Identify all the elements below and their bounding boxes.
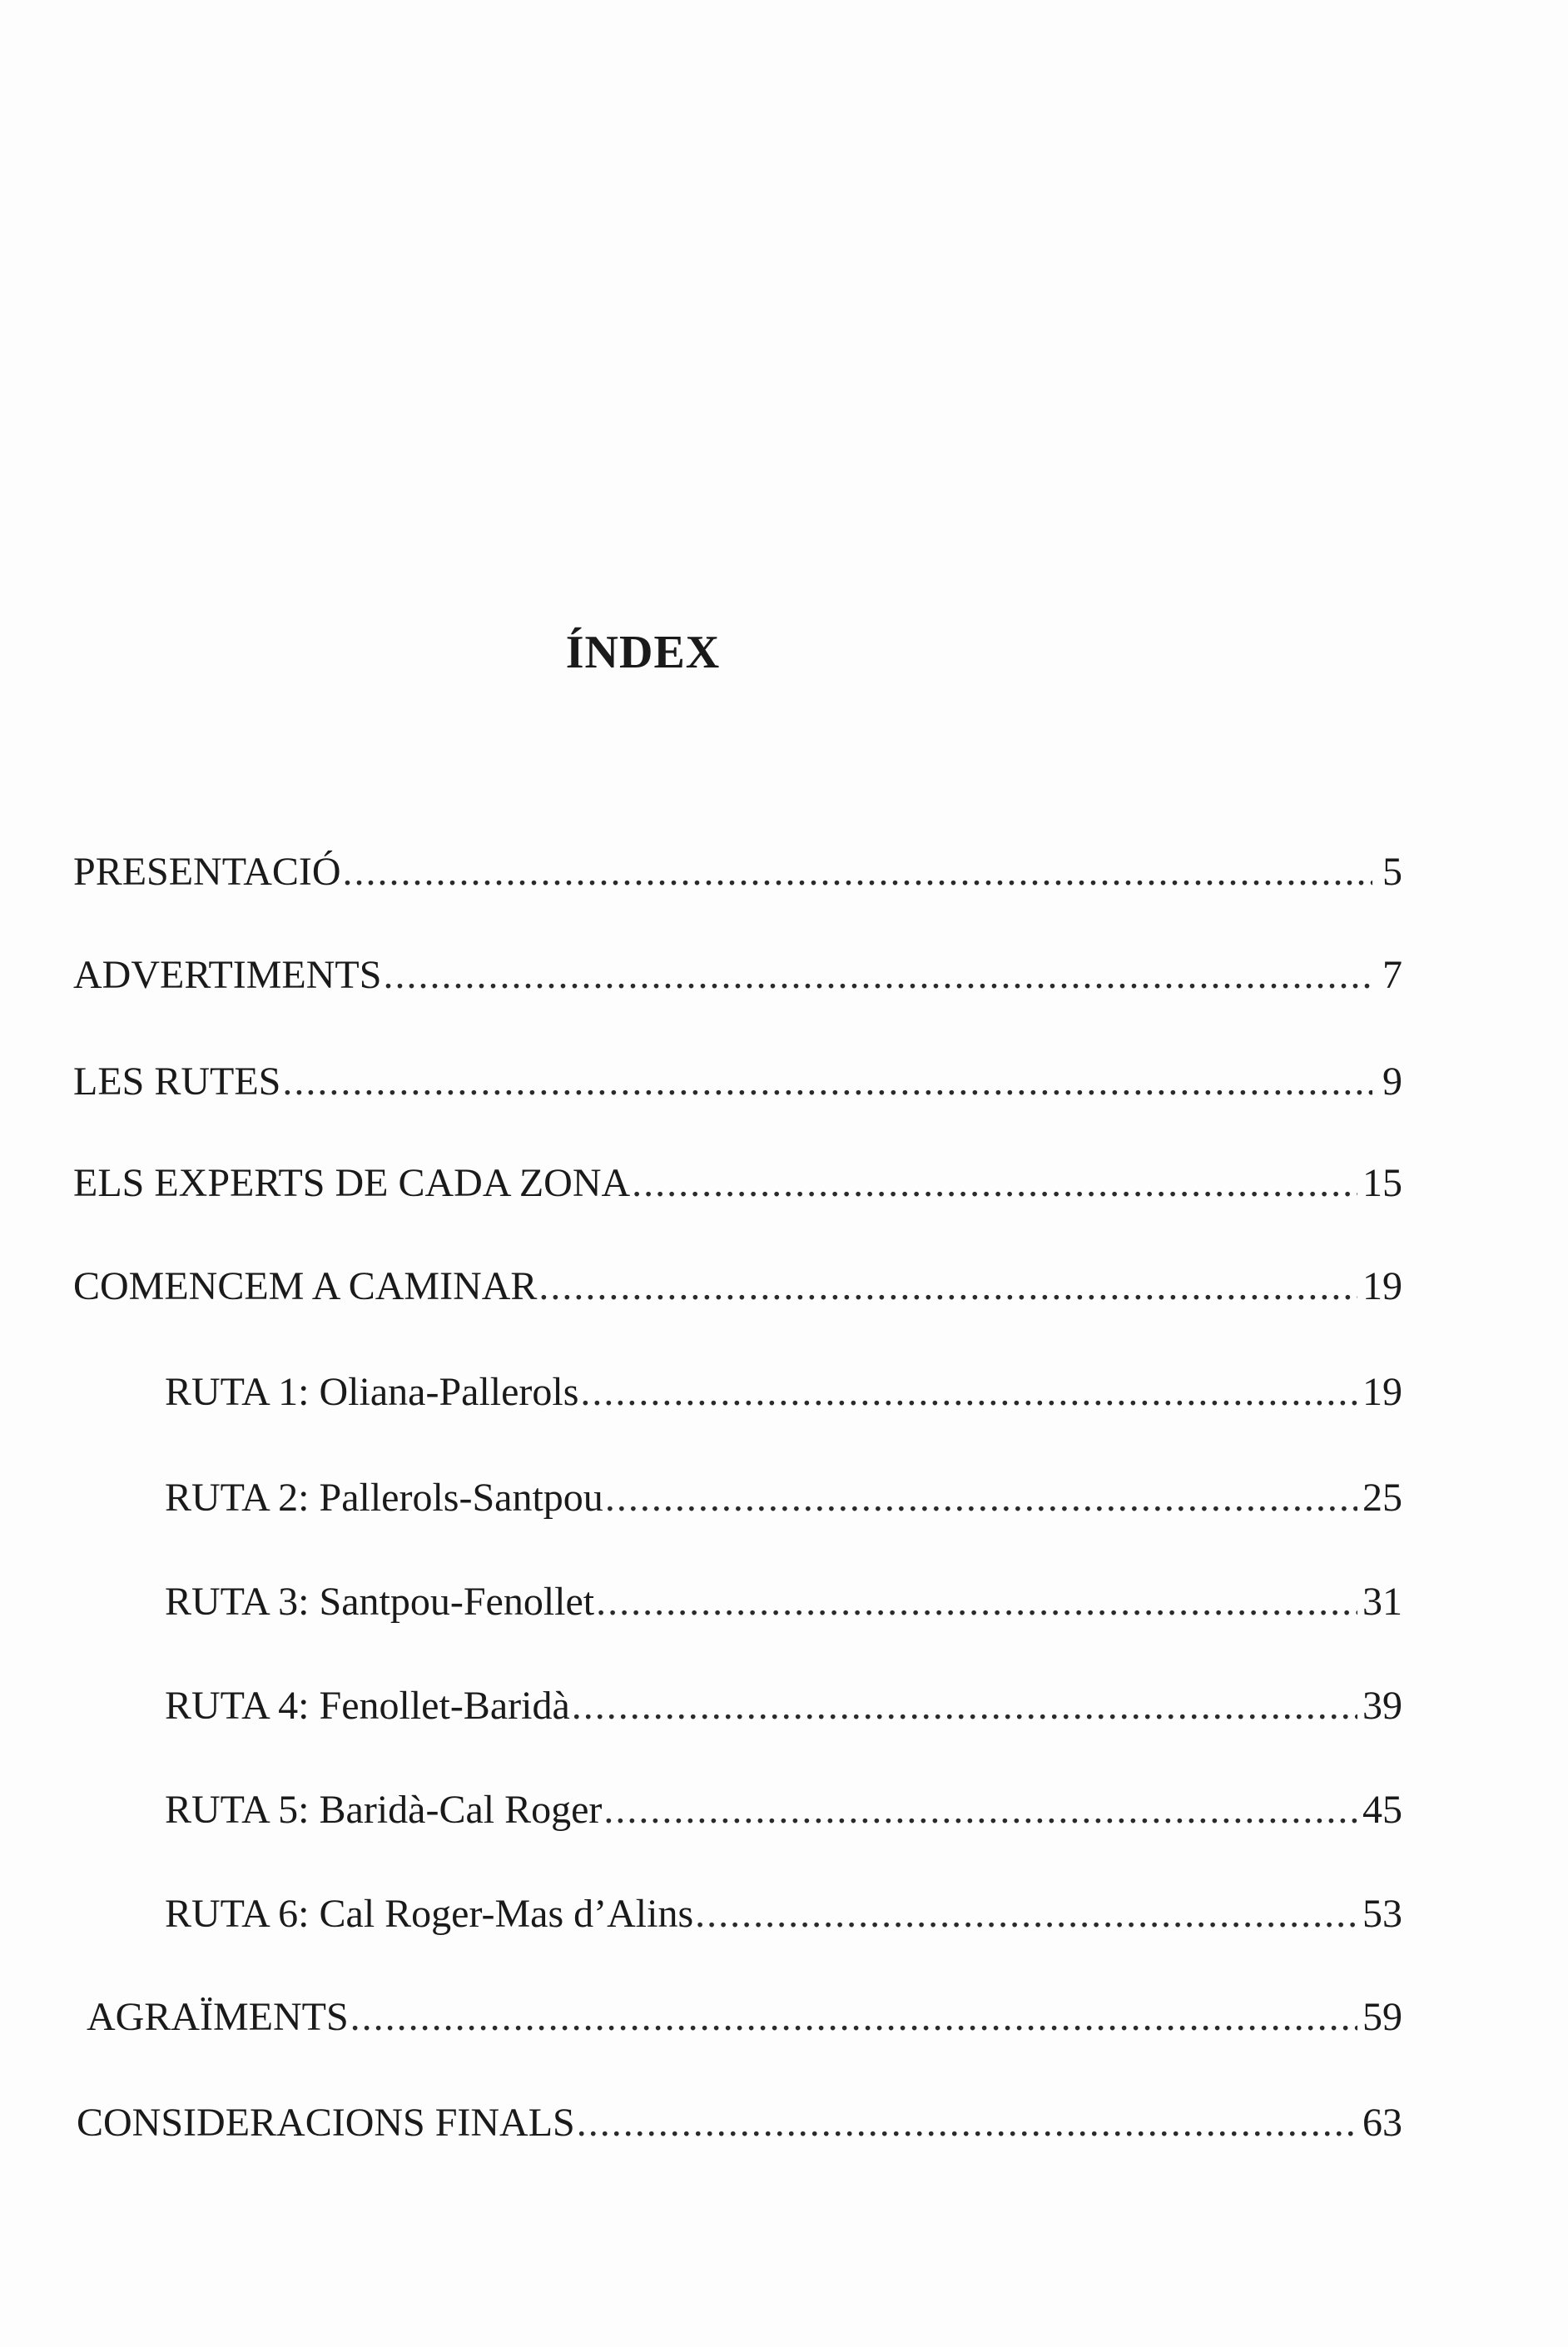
toc-entry-label: PRESENTACIÓ: [73, 850, 341, 894]
toc-entry-ruta-3: [165, 1577, 1402, 1627]
toc-entry-page: 25: [1362, 1476, 1402, 1520]
dot-leader: [538, 1262, 1357, 1312]
toc-entry-page: 45: [1362, 1788, 1402, 1832]
dot-leader: [605, 1473, 1357, 1523]
toc-entry-page: 5: [1382, 850, 1402, 894]
toc-entry-page: 59: [1362, 1995, 1402, 2039]
toc-entry-page: 15: [1362, 1161, 1402, 1205]
toc-entry-label: RUTA 5: Baridà-Cal Roger: [165, 1788, 603, 1832]
dot-leader: [383, 950, 1372, 1000]
toc-entry-page: 19: [1362, 1370, 1402, 1414]
toc-entry-advertiments: [73, 950, 1402, 1000]
dot-leader: [603, 1785, 1357, 1835]
dot-leader: [596, 1577, 1357, 1627]
toc-entry-les-rutes: [73, 1057, 1402, 1107]
dot-leader: [577, 2098, 1357, 2148]
toc-entry-presentacio: [73, 847, 1402, 897]
toc-entry-page: 31: [1362, 1580, 1402, 1624]
toc-entry-page: 7: [1382, 953, 1402, 997]
toc-entry-consideracions: [77, 2098, 1402, 2148]
toc-entry-ruta-5: [165, 1785, 1402, 1835]
toc-entry-page: 53: [1362, 1892, 1402, 1936]
toc-entry-label: RUTA 6: Cal Roger-Mas d’Alins: [165, 1892, 694, 1936]
toc-entry-els-experts: [73, 1159, 1402, 1208]
dot-leader: [343, 847, 1372, 897]
toc-entry-page: 9: [1382, 1059, 1402, 1104]
toc-entry-ruta-6: [165, 1889, 1402, 1939]
toc-entry-label: ADVERTIMENTS: [73, 953, 382, 997]
toc-entry-ruta-2: [165, 1473, 1402, 1523]
toc-entry-label: RUTA 4: Fenollet-Baridà: [165, 1684, 570, 1728]
page-title: ÍNDEX: [565, 627, 721, 678]
dot-leader: [350, 1992, 1357, 2042]
toc-entry-page: 39: [1362, 1684, 1402, 1728]
toc-entry-label: RUTA 2: Pallerols-Santpou: [165, 1476, 603, 1520]
toc-entry-label: RUTA 1: Oliana-Pallerols: [165, 1370, 579, 1414]
dot-leader: [572, 1681, 1357, 1731]
toc-entry-label: RUTA 3: Santpou-Fenollet: [165, 1580, 595, 1624]
toc-entry-label: LES RUTES: [73, 1059, 281, 1104]
toc-entry-label: CONSIDERACIONS FINALS: [77, 2101, 575, 2145]
toc-entry-label: AGRAÏMENTS: [87, 1995, 349, 2039]
toc-entry-label: COMENCEM A CAMINAR: [73, 1264, 538, 1308]
toc-entry-ruta-4: [165, 1681, 1402, 1731]
dot-leader: [282, 1057, 1372, 1107]
toc-entry-ruta-1: [165, 1367, 1402, 1417]
dot-leader: [695, 1889, 1357, 1939]
toc-entry-label: ELS EXPERTS DE CADA ZONA: [73, 1161, 631, 1205]
dot-leader: [632, 1159, 1357, 1208]
toc-entry-comencem: [73, 1262, 1402, 1312]
toc-entry-page: 63: [1362, 2101, 1402, 2145]
toc-entry-page: 19: [1362, 1264, 1402, 1308]
toc-entry-agraiments: [87, 1992, 1402, 2042]
dot-leader: [580, 1367, 1357, 1417]
